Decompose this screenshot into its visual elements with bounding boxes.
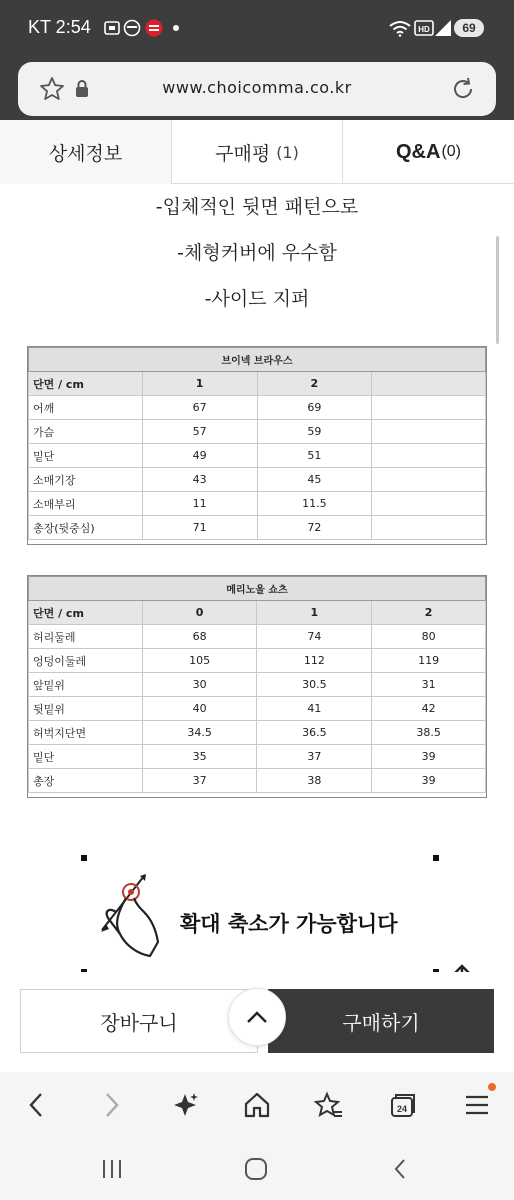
table-row	[29, 745, 486, 769]
row-label: 밑단	[29, 444, 143, 468]
table-row	[29, 769, 486, 793]
row-label: 총장(뒷중심)	[29, 516, 143, 540]
shorts-size-table	[28, 576, 486, 793]
system-back-icon[interactable]	[388, 1156, 414, 1182]
table-header-label: 단면 / cm	[29, 601, 143, 625]
column-header: 1	[142, 372, 257, 396]
tab-reviews-count: (1)	[276, 142, 299, 162]
tab-detail-label: 상세정보	[48, 142, 123, 165]
row-label: 가슴	[29, 420, 143, 444]
table-row	[29, 721, 486, 745]
table-cell: 37	[257, 745, 372, 769]
chevron-up-icon	[246, 1010, 268, 1024]
column-header: 0	[142, 601, 257, 625]
recent-apps-icon[interactable]	[99, 1156, 125, 1182]
selection-handle	[81, 855, 87, 861]
tab-qa-count: (0)	[441, 143, 461, 160]
row-label: 소매부리	[29, 492, 143, 516]
notification-dot	[173, 25, 179, 31]
table-row	[29, 444, 486, 468]
battery-indicator: 69	[454, 19, 484, 37]
menu-notification-dot	[488, 1083, 496, 1091]
home-button-icon[interactable]	[243, 1156, 269, 1182]
table-cell: 49	[142, 444, 257, 468]
table-cell: 31	[372, 673, 486, 697]
browser-toolbar	[0, 1072, 514, 1138]
row-label: 총장	[29, 769, 143, 793]
table-cell: 43	[142, 468, 257, 492]
home-icon[interactable]	[242, 1090, 272, 1120]
sparkle-icon[interactable]	[170, 1090, 200, 1120]
table-cell: 72	[257, 516, 372, 540]
signal-icon	[434, 19, 452, 37]
table-cell: 71	[142, 516, 257, 540]
tabs-icon[interactable]	[388, 1090, 418, 1120]
tab-count: 24	[396, 1104, 408, 1114]
row-label: 소매기장	[29, 468, 143, 492]
description-line: -입체적인 뒷면 패턴으로	[155, 196, 359, 218]
table-row	[29, 516, 486, 540]
table-cell: 40	[142, 697, 257, 721]
row-label: 어깨	[29, 396, 143, 420]
table-row	[29, 697, 486, 721]
table-cell: 36.5	[257, 721, 372, 745]
blouse-size-table	[28, 347, 486, 540]
table-cell: 51	[257, 444, 372, 468]
tab-qa-label: Q&A	[395, 140, 441, 163]
table-cell: 34.5	[142, 721, 257, 745]
tab-reviews-label: 구매평	[215, 142, 271, 165]
table-row	[29, 649, 486, 673]
table-cell: 11.5	[257, 492, 372, 516]
hd-icon	[414, 19, 434, 37]
table-cell	[372, 444, 486, 468]
table-cell: 69	[257, 396, 372, 420]
tab-qa[interactable]	[343, 120, 514, 184]
table-cell: 74	[257, 625, 372, 649]
table-title: 브이넥 브라우스	[29, 348, 486, 372]
row-label: 허벅지단면	[29, 721, 143, 745]
table-cell: 37	[142, 769, 257, 793]
table-cell: 30	[142, 673, 257, 697]
row-label: 엉덩이둘레	[29, 649, 143, 673]
table-cell: 119	[372, 649, 486, 673]
table-cell: 42	[372, 697, 486, 721]
table-cell: 11	[142, 492, 257, 516]
table-cell	[372, 492, 486, 516]
browser-header	[0, 0, 514, 120]
table-cell: 38	[257, 769, 372, 793]
purchase-bar	[0, 972, 514, 1072]
buy-button[interactable]: 구매하기	[268, 989, 494, 1053]
table-cell	[372, 468, 486, 492]
cart-button[interactable]: 장바구니	[20, 989, 258, 1053]
row-label: 뒷밑위	[29, 697, 143, 721]
table-cell: 80	[372, 625, 486, 649]
app-icon	[123, 19, 141, 37]
table-cell: 59	[257, 420, 372, 444]
svg-text:HD: HD	[418, 25, 430, 34]
red-app-icon	[145, 19, 163, 37]
product-tabs	[0, 120, 514, 184]
table-cell: 38.5	[372, 721, 486, 745]
status-time: KT 2:54	[28, 17, 91, 37]
wifi-icon	[388, 19, 412, 37]
table-cell: 39	[372, 745, 486, 769]
forward-icon[interactable]	[96, 1090, 126, 1120]
table-cell: 39	[372, 769, 486, 793]
back-icon[interactable]	[22, 1090, 52, 1120]
reload-icon[interactable]	[449, 75, 477, 103]
zoom-notice: 확대 축소가 가능합니다	[180, 912, 398, 936]
table-title: 메리노울 쇼츠	[29, 577, 486, 601]
table-row	[29, 625, 486, 649]
table-cell: 35	[142, 745, 257, 769]
column-header: 2	[257, 372, 372, 396]
table-cell: 57	[142, 420, 257, 444]
description-line: -체형커버에 우수함	[177, 242, 337, 264]
table-cell: 105	[142, 649, 257, 673]
table-cell	[372, 420, 486, 444]
table-row	[29, 673, 486, 697]
table-cell: 68	[142, 625, 257, 649]
column-header	[372, 372, 486, 396]
url-text[interactable]: www.choicomma.co.kr	[162, 78, 352, 97]
selection-handle	[433, 855, 439, 861]
table-cell: 67	[142, 396, 257, 420]
tab-reviews[interactable]	[172, 120, 343, 184]
row-label: 밑단	[29, 745, 143, 769]
table-cell: 41	[257, 697, 372, 721]
row-label: 앞밑위	[29, 673, 143, 697]
pinch-zoom-icon	[96, 872, 162, 964]
table-row	[29, 492, 486, 516]
bookmarks-icon[interactable]	[314, 1090, 344, 1120]
menu-icon[interactable]	[462, 1090, 492, 1120]
scroll-top-button[interactable]	[228, 988, 286, 1046]
screenshot-icon	[103, 19, 121, 37]
tab-detail[interactable]	[0, 120, 172, 184]
description-line: -사이드 지퍼	[204, 288, 310, 310]
table-cell: 45	[257, 468, 372, 492]
table-cell	[372, 516, 486, 540]
address-bar[interactable]	[18, 62, 496, 116]
table-row	[29, 396, 486, 420]
status-bar	[0, 0, 514, 58]
column-header: 2	[372, 601, 486, 625]
table-row	[29, 468, 486, 492]
table-row	[29, 420, 486, 444]
table-cell	[372, 396, 486, 420]
page-scrollbar[interactable]	[496, 236, 499, 344]
row-label: 허리둘레	[29, 625, 143, 649]
table-header-label: 단면 / cm	[29, 372, 143, 396]
table-cell: 112	[257, 649, 372, 673]
table-cell: 30.5	[257, 673, 372, 697]
system-nav-bar	[0, 1138, 514, 1200]
column-header: 1	[257, 601, 372, 625]
